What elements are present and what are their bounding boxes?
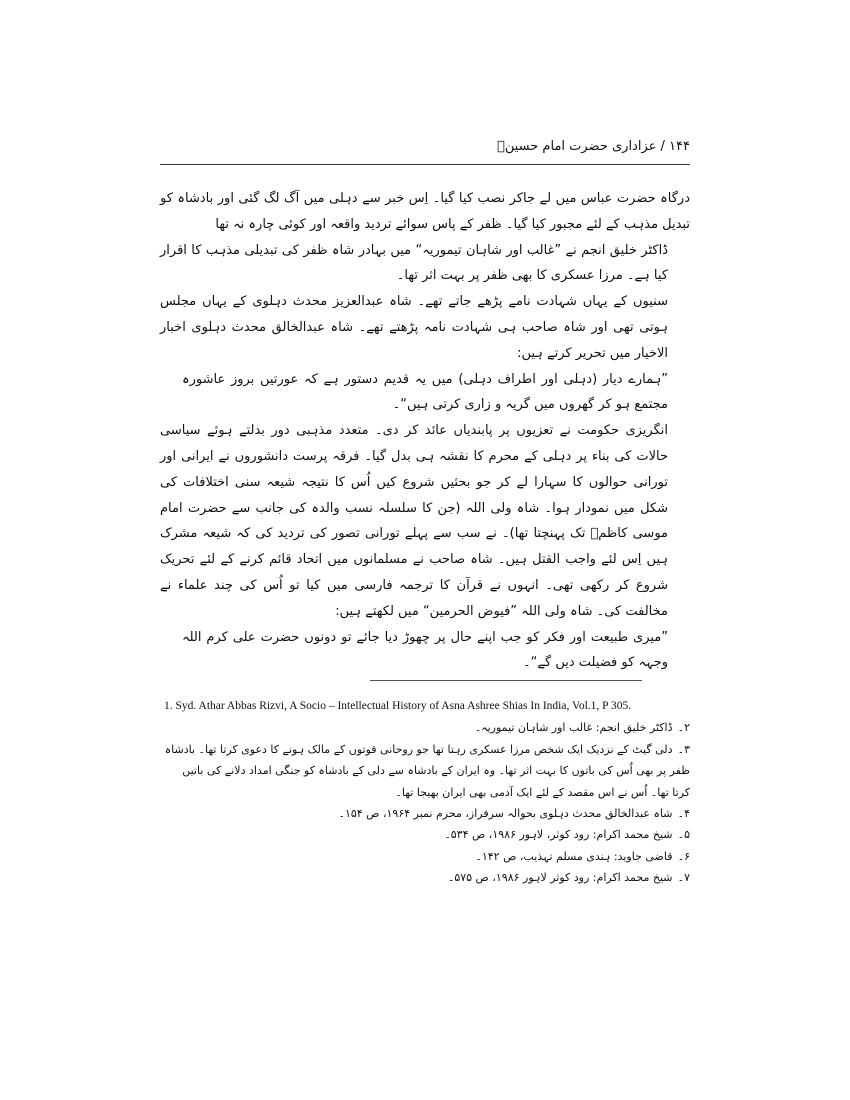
footnote bbox=[164, 846, 690, 867]
footnote-number: ۵۔ bbox=[677, 828, 690, 842]
footnote bbox=[164, 739, 690, 803]
footnote-divider bbox=[370, 680, 642, 681]
footnote-text: دلی گیٹ کے نزدیک ایک شخص مرزا عسکری رہتا تھا جو روحانی قوتوں کے مالک ہونے کا دعوی کرتا تھا۔ بادشاہ ظفر پر بھی اُس کی باتوں کا بہت اثر تھا۔ وہ ایران کے بادشاہ سے دلی کے بادشاہ کو جنگی امداد دلانے کی باتیں کرتا تھا۔ اُس نے اس مقصد کے لئے ایک آدمی بھی ایران بھیجا تھا۔ bbox=[164, 742, 690, 799]
footnote bbox=[164, 717, 690, 738]
paragraph: درگاہ حضرت عباس میں لے جاکر نصب کیا گیا۔ اِس خبر سے دہلی میں آگ لگ گئی اور بادشاہ کو تبدیل مذہب کے لئے مجبور کیا گیا۔ ظفر کے پاس سوائے تردید واقعہ اور کوئی چارہ نہ تھا bbox=[160, 191, 690, 232]
footnote bbox=[164, 803, 690, 824]
footnote bbox=[164, 824, 690, 845]
footnote-text: شیخ محمد اکرام: رود کوثر لاہور ۱۹۸۶، ص ۵۷۵۔ bbox=[447, 871, 673, 885]
footnote bbox=[164, 867, 690, 888]
block-quote: ”میری طبیعت اور فکر کو جب اپنے حال پر چھوڑ دیا جائے تو دونوں حضرت علی کرم اللہ وجہہ کو فضیلت دیں گے“۔ bbox=[182, 629, 668, 671]
footnotes bbox=[164, 696, 690, 889]
footnote-number: ۷۔ bbox=[677, 871, 690, 885]
footnote-number: ۴۔ bbox=[677, 807, 690, 821]
footnote-text: شیخ محمد اکرام: رود کوثر، لاہور ۱۹۸۶، ص ۵۳۴۔ bbox=[444, 828, 673, 842]
header-title: ۱۴۴ / عزاداری حضرت امام حسینؑ bbox=[497, 139, 690, 154]
header-divider bbox=[160, 164, 690, 165]
footnote-text: قاضی جاوید: ہندی مسلم تہذیب، ص ۱۴۲۔ bbox=[475, 849, 673, 863]
footnote-text: ڈاکٹر خلیق انجم: غالب اور شاہان تیموریہ۔ bbox=[474, 721, 673, 735]
block-quote: ”ہمارے دیار (دہلی اور اطراف دہلی) میں یہ قدیم دستور ہے کہ عورتیں بروز عاشورہ مجتمع ہو کر گھروں میں گریہ و زاری کرتی ہیں“۔ bbox=[182, 371, 668, 413]
paragraph: انگریزی حکومت نے تعزیوں پر پابندیاں عائد کر دی۔ متعدد مذہبی دور بدلتے ہوئے سیاسی حالات کی بناء پر دہلی کے محرم کا نقشہ ہی بدل گیا۔ فرقہ پرست دانشوروں نے ایرانی اور تورانی حوالوں کا سہارا لے کر جو بحثیں شروع کیں اُس کا نتیجہ شیعہ سنی اختلافات کی شکل میں نمودار ہوا۔ شاہ ولی اللہ (جن کا سلسلہ نسب والدہ کی جانب سے حضرت امام موسی کاظمؑ تک پہنچتا تھا)۔ نے سب سے پہلے تورانی تصور کی تردید کی کہ شیعہ مشرک ہیں اِس لئے واجب القتل ہیں۔ شاہ صاحب نے مسلمانوں میں اتحاد قائم کرنے کے لئے تحریک شروع کر رکھی تھی۔ انہوں نے قرآن کا ترجمہ فارسی میں کیا تو اُس کی چند علماء نے مخالفت کی۔ شاہ ولی اللہ ”فیوض الحرمین“ میں لکھتے ہیں: bbox=[160, 423, 668, 619]
footnote-text: شاہ عبدالخالق محدث دہلوی بحوالہ سرفراز، محرم نمبر ۱۹۶۴، ص ۱۵۴۔ bbox=[338, 807, 673, 821]
running-header bbox=[160, 138, 690, 156]
footnote-number: ۳۔ bbox=[677, 742, 690, 756]
paragraph: سنیوں کے یہاں شہادت نامے پڑھے جاتے تھے۔ شاہ عبدالعزیز محدث دہلوی کے یہاں مجلس ہوتی تھی اور شاہ صاحب ہی شہادت نامہ پڑھتے تھے۔ شاہ عبدالخالق محدث دہلوی اخبار الاخیار میں تحریر کرتے ہیں: bbox=[160, 294, 668, 361]
footnote-number: ۶۔ bbox=[677, 849, 690, 863]
footnote-number: ۲۔ bbox=[677, 721, 690, 735]
paragraph: ڈاکٹر خلیق انجم نے ”غالب اور شاہان تیموریہ“ میں بہادر شاہ ظفر کی تبدیلی مذہب کا اقرار کیا ہے۔ مرزا عسکری کا بھی ظفر پر بہت اثر تھا۔ bbox=[160, 242, 668, 284]
footnote: 1. Syd. Athar Abbas Rizvi, A Socio – Intellectual History of Asna Ashree Shias In India, Vol.1, P 305. bbox=[164, 700, 632, 712]
body-text bbox=[160, 186, 690, 676]
